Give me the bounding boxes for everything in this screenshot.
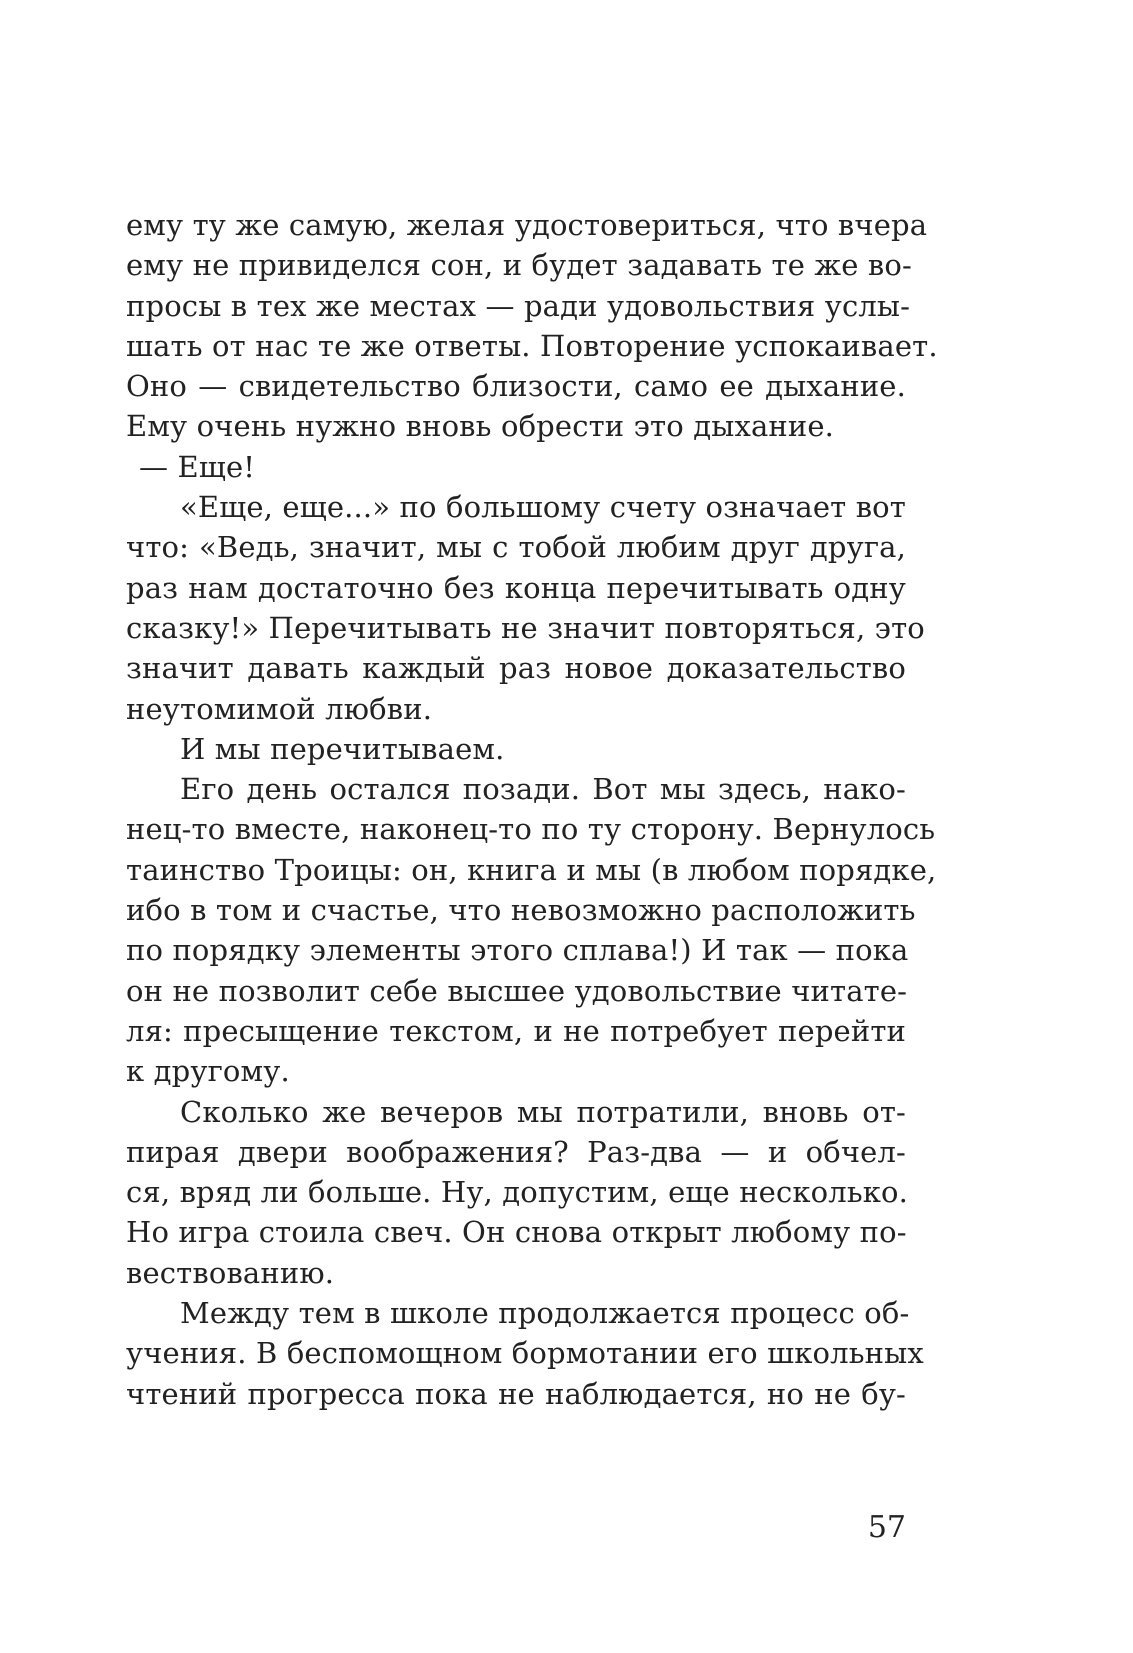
text-line: ибо в том и счастье, что невозможно расположить bbox=[126, 893, 916, 928]
text-line: просы в тех же местах — ради удовольствия услы- bbox=[126, 288, 911, 323]
text-line: Между тем в школе продолжается процесс об- bbox=[180, 1296, 910, 1331]
text-line: по порядку элементы этого сплава!) И так — пока bbox=[126, 933, 909, 968]
text-line: учения. В беспомощном бормотании его школьных bbox=[126, 1336, 924, 1371]
body-text bbox=[126, 205, 938, 1414]
text-line: Ему очень нужно вновь обрести это дыхание. bbox=[126, 409, 835, 444]
text-line: Оно — свидетельство близости, само ее дыхание. bbox=[126, 369, 906, 404]
text-line: Сколько же вечеров мы потратили, вновь от- bbox=[180, 1094, 906, 1129]
text-line: чтений прогресса пока не наблюдается, но не бу- bbox=[126, 1376, 906, 1411]
text-line: Его день остался позади. Вот мы здесь, нако- bbox=[180, 772, 906, 807]
text-line: к другому. bbox=[126, 1054, 290, 1089]
text-line: неутомимой любви. bbox=[126, 691, 433, 726]
text-line: И мы перечитываем. bbox=[180, 731, 505, 766]
text-line: ся, вряд ли больше. Ну, допустим, еще несколько. bbox=[126, 1175, 909, 1210]
text-line: — Еще! bbox=[139, 449, 256, 484]
page-number: 57 bbox=[867, 1510, 906, 1545]
text-line: таинство Троицы: он, книга и мы (в любом порядке, bbox=[126, 852, 937, 887]
text-line: шать от нас те же ответы. Повторение успокаивает. bbox=[126, 328, 938, 363]
text-line: Но игра стоила свеч. Он снова открыт любому по- bbox=[126, 1215, 907, 1250]
text-line: ля: пресыщение текстом, и не потребует перейти bbox=[126, 1013, 906, 1048]
text-line: что: «Ведь, значит, мы с тобой любим друг друга, bbox=[126, 530, 906, 565]
text-line: сказку!» Перечитывать не значит повторяться, это bbox=[126, 610, 925, 645]
text-line: нец-то вместе, наконец-то по ту сторону. Вернулось bbox=[126, 812, 936, 847]
text-line: ему не привиделся сон, и будет задавать те же во- bbox=[126, 248, 912, 283]
text-line: пирая двери воображения? Раз-два — и обчел- bbox=[126, 1134, 906, 1169]
text-line: вествованию. bbox=[126, 1255, 335, 1290]
text-line: он не позволит себе высшее удовольствие читате- bbox=[126, 973, 908, 1008]
text-line: значит давать каждый раз новое доказательство bbox=[126, 651, 906, 686]
text-line: «Еще, еще...» по большому счету означает вот bbox=[180, 490, 906, 525]
text-line: ему ту же самую, желая удостовериться, что вчера bbox=[126, 208, 928, 242]
text-line: раз нам достаточно без конца перечитывать одну bbox=[126, 570, 906, 605]
